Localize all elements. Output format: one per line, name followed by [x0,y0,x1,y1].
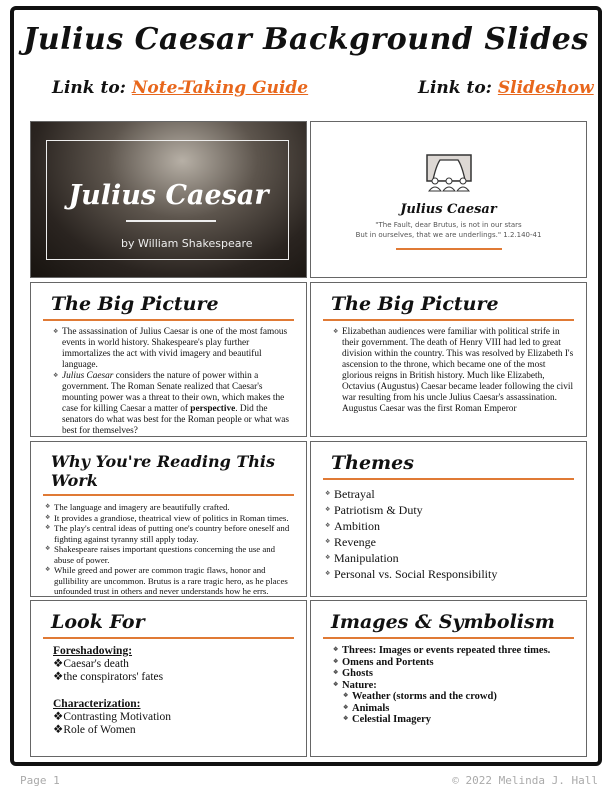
note-taking-link-row [52,78,308,98]
section-heading: Characterization: [53,698,141,710]
slide-title-image [30,121,307,278]
list-item: ❖ Personal vs. Social Responsibility [325,566,576,582]
page-title: Julius Caesar Background Slides [23,22,589,57]
slide-heading: Look For [51,611,145,633]
sub-list-item: ❖ Animals [343,703,576,715]
slide-big-picture-2 [310,282,587,437]
slide-title: Julius Caesar [68,180,269,211]
page-number: Page 1 [20,774,60,787]
slide-heading: Themes [331,452,414,474]
list-item: ❖ Nature: [333,680,576,692]
list-item: ❖ Julius Caesar considers the nature of power within a government. The Roman Senate realized that Caesar's mounting power was a threat to their own, which makes the case for killing Caesar a matter of perspective. Did the senators do what was best for the Roman people or what was best for themselves? [53,371,296,437]
list-item: ❖ It provides a grandiose, theatrical view of politics in Roman times. [45,513,296,524]
quote-line: But in ourselves, that we are underlings." 1.2.140-41 [355,231,542,239]
list-item: ❖ Manipulation [325,550,576,566]
list-item: ❖ Ambition [325,518,576,534]
list-item: ❖ Omens and Portents [333,657,576,669]
note-taking-guide-link[interactable]: Note-Taking Guide [131,78,309,98]
slide-why-reading [30,441,307,597]
divider [43,319,294,321]
list-item: ❖the conspirators' fates [53,671,164,683]
slideshow-link[interactable]: Slideshow [497,78,594,98]
copyright: © 2022 Melinda J. Hall [452,774,598,787]
slide-look-for [30,600,307,757]
slide-heading: Why You're Reading This Work [51,452,276,490]
quote-line: "The Fault, dear Brutus, is not in our stars [375,221,522,229]
list-item: ❖ The assassination of Julius Caesar is one of the most famous events in world history. Shakespeare's play further immortalizes the act with vivid imagery and beautiful language. [53,327,296,371]
quote [311,220,586,240]
divider [43,637,294,639]
slide-subtitle: by William Shakespeare [121,237,253,250]
list-item: ❖ Elizabethan audiences were familiar with political strife in their government. The death of Henry VIII had led to great division within the country. This was resolved by Elizabeth I's ascension to the throne, which became one of the most glorious reigns in British history. Much like Elizabeth, Octavius (Augustus) Caesar became leader following the civil war resulting from his uncle Julius Caesar's assassination. Augustus Caesar was the first Roman Emperor [333,327,576,415]
list-item: ❖ Ghosts [333,668,576,680]
slide-heading: The Big Picture [51,293,219,315]
divider [323,478,574,480]
slide-title: Julius Caesar [400,202,497,217]
slide-images-symbolism [310,600,587,757]
divider [126,220,216,222]
list-item: ❖ Revenge [325,534,576,550]
slide-themes [310,441,587,597]
slide-heading: Images & Symbolism [331,611,555,633]
list-item: ❖Caesar's death [53,658,129,670]
section-heading: Foreshadowing: [53,645,133,657]
link-label: Link to: [52,78,126,98]
list-item: ❖ Shakespeare raises important questions concerning the use and abuse of power. [45,544,296,565]
slideshow-link-row [418,78,594,98]
list-item: ❖Contrasting Motivation [53,711,171,723]
list-item: ❖ The language and imagery are beautifully crafted. [45,502,296,513]
slide-heading: The Big Picture [331,293,499,315]
list-item: ❖Role of Women [53,724,136,736]
list-item: ❖ Patriotism & Duty [325,502,576,518]
divider [323,319,574,321]
link-label: Link to: [418,78,492,98]
sub-list-item: ❖ Weather (storms and the crowd) [343,691,576,703]
list-item: ❖ Betrayal [325,486,576,502]
divider [396,248,502,250]
theater-stage-icon [426,154,472,192]
slide-big-picture-1 [30,282,307,437]
slide-quote [310,121,587,278]
sub-list-item: ❖ Celestial Imagery [343,714,576,726]
divider [43,494,294,496]
divider [323,637,574,639]
list-item: ❖ The play's central ideas of putting one's country before oneself and fighting against tyranny still apply today. [45,523,296,544]
list-item: ❖ Threes: Images or events repeated three times. [333,645,576,657]
list-item: ❖ While greed and power are common tragic flaws, honor and gullibility are uncommon. Brutus is a rare tragic hero, as he places unfounded trust in others and never understands how he errs. [45,565,296,597]
